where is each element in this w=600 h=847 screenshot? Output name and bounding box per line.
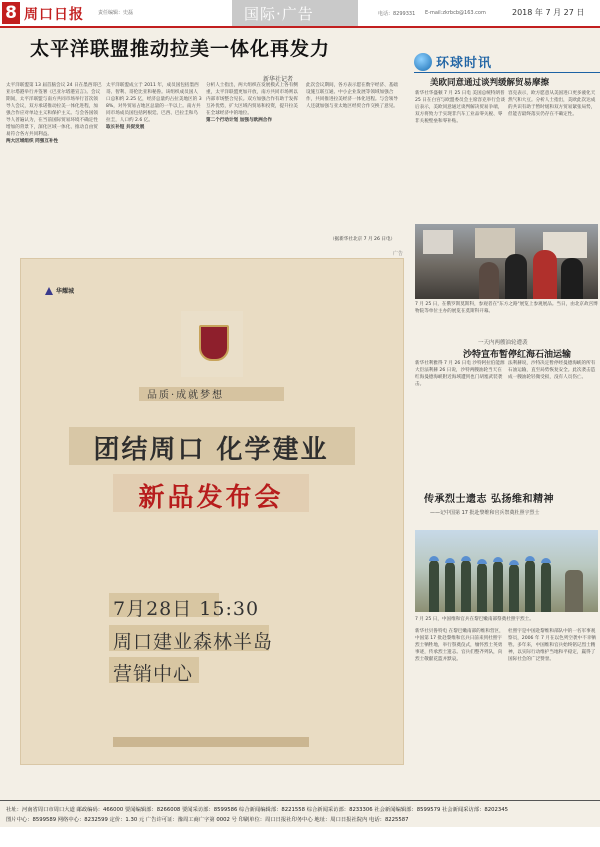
photo-soldier <box>541 562 551 612</box>
lead-subhead-2: 取长补短 共促发展 <box>106 125 145 130</box>
lead-credit: （据新华社北京 7 月 26 日电） <box>330 237 396 242</box>
issue-date: 2018 年 7 月 27 日 <box>512 8 585 17</box>
lead-subhead-3: 第二个行动计划 加强与欧洲合作 <box>206 118 272 123</box>
story2-kicker: 一天内两艘油轮遭袭 <box>478 340 528 346</box>
lead-byline: 新华社记者 <box>263 76 294 83</box>
email-line: E-mail:zkrbcb@163.com <box>425 10 486 16</box>
blue-helmet-icon <box>429 556 439 561</box>
page-bottom-margin <box>0 827 600 847</box>
blue-helmet-icon <box>509 560 519 565</box>
memorial-stone <box>565 570 583 612</box>
lead-column-3 <box>206 82 302 244</box>
story1-headline: 美欧同意通过谈判缓解贸易摩擦 <box>430 78 550 88</box>
photo-soldier <box>429 560 439 612</box>
photo-person <box>533 250 557 299</box>
ad-title: 新品发布会 <box>138 483 284 513</box>
photo2-caption: 7 月 25 日，中国维和官兵在黎巴嫩南部祭奠杜照宇烈士。 <box>415 617 534 622</box>
photo-soldier <box>493 561 503 612</box>
lead-col3-text: 分析人士指出，两大组织在发展模式上各有侧重，太平洋联盟更加开放，南方共同市场则以内部市场整合见长。双方加强合作有助于发挥互补优势，扩大区域内贸易和投资，提升拉美在全球经济中的地位。 <box>206 83 298 116</box>
photo-soldier <box>525 560 535 612</box>
photo-soldier <box>445 562 455 612</box>
photo-soldier <box>509 564 519 612</box>
ad-label: 广告 <box>393 251 404 257</box>
photo-person <box>479 262 499 299</box>
paper-name: 周口日报 <box>24 7 84 23</box>
story2-headline: 沙特宣布暂停红海石油运输 <box>463 350 572 360</box>
editor-line: 责任编辑：史磊 <box>98 10 134 16</box>
photo-soldier <box>461 560 471 612</box>
ad-logo <box>45 285 85 297</box>
blue-helmet-icon <box>461 556 471 561</box>
photo-soldier <box>477 563 487 612</box>
lead-col1-text: 太平洋联盟第 13 届首脑会议 24 日在墨西哥巴亚尔塔港举行并签署《巴亚尔塔港宣言》。会议期间，太平洋联盟与南方共同市场举行首次领导人会议，双方承诺推动拉美一体化进程，加强合作应对单边主义和保护主义。与会各国领导人普遍认为，在当前国际贸易环境不确定性增加的背景下，深化区域一体化、推动自由贸易符合各方共同利益。 <box>6 83 102 137</box>
lead-subhead-1: 两大区域组织 同强互补性 <box>6 139 59 144</box>
ad-logo-text: 华耀城 <box>56 288 75 295</box>
blue-helmet-icon <box>445 558 455 563</box>
story1-column-1: 新华社华盛顿 7 月 25 日电 美国总统特朗普 25 日在白宫与欧盟委员会主席容克举行会谈后表示，美欧同意通过谈判解决贸易争端，双方将致力于实现非汽车工业品零关税、零非关税壁垒和零补贴。 <box>415 91 505 124</box>
phone-line: 电话：8299331 <box>378 11 416 17</box>
section-name: 国际·广告 <box>244 5 314 23</box>
advertisement <box>20 258 404 765</box>
photo-frame <box>475 228 515 258</box>
photo-frame <box>423 230 453 254</box>
story3-column-1: 新华社贝鲁特电 在黎巴嫩南部的维和营区，中国第 17 批赴黎维和官兵日前来到杜照宇烈士牺牲地，举行祭奠仪式，缅怀烈士英勇事迹，传承烈士遗志。官兵们整齐列队，向烈士敬献花篮并默哀。 <box>415 629 504 662</box>
story2-column-1: 新华社利雅得 7 月 26 日电 沙特阿拉伯能源大臣法利赫 26 日说，沙特两艘油轮当天在红海曼德海峡附近海域遭到也门胡塞武装袭击。 <box>415 361 505 387</box>
lead-column-1 <box>6 82 102 244</box>
ad-motto: 品质·成就梦想 <box>147 390 225 401</box>
page-number: 8 <box>2 2 20 24</box>
photo-person <box>505 254 527 299</box>
footer-contact-line-2: 图片中心：8599589 网络中心：8232599 定价：1.30 元 广告许可证：豫周工商广字第 0002 号 印刷单位：周口日报社印务中心 地址：周口日报社院内 电话：8225587 <box>6 817 409 823</box>
lead-col4-text: 此次会议期间，各方表示愿在数字经济、基础设施互联互通、中小企业发展等领域加强合作，共同推进拉美经济一体化进程。与会领导人还就加强与亚太地区经贸合作交换了意见。 <box>306 83 398 109</box>
footer-contact-line-1: 社址：河南省周口市周口大道 邮政编码：466000 要闻编辑部：8266008 要闻采访部：8599586 综合新闻编辑部：8221558 综合新闻采访部：8233306 社会新闻编辑部：8599579 社会新闻采访部：8202345 <box>6 807 508 813</box>
footer-rule <box>0 800 600 801</box>
ad-slogan: 团结周口 化学建业 <box>93 435 329 465</box>
story1-column-2: 容克表示，欧方愿意从美国进口更多液化天然气和大豆。分析人士指出，美欧此次达成的共识有助于暂时缓和双方贸易紧张局势，但能否最终落实仍存在不确定性。 <box>508 91 596 117</box>
photo1-caption: 7 月 25 日，在俄罗斯莫斯科，参观者在"东方之路"展览上参观展品。当日，由北京故宫博物院等单位主办的展览在莫斯科开幕。 <box>415 302 598 314</box>
lead-column-4 <box>306 82 402 244</box>
ad-date: 7月28日 15:30 <box>113 598 260 620</box>
section-rule <box>414 72 600 73</box>
header-rule <box>0 26 600 28</box>
lead-headline: 太平洋联盟推动拉美一体化再发力 <box>30 38 331 60</box>
peacekeepers-photo <box>415 530 598 612</box>
blue-helmet-icon <box>525 556 535 561</box>
photo-person <box>561 258 583 299</box>
story2-column-2: 法利赫说，沙特决定暂停经曼德海峡的所有石油运输，直至局势恢复安全。此次袭击造成一艘油轮轻微受损，没有人员伤亡。 <box>508 361 596 380</box>
lead-column-2 <box>106 82 202 244</box>
story3-headline: 传承烈士遗志 弘扬维和精神 <box>424 494 554 505</box>
section-title-huanqiu: 环球时讯 <box>436 56 493 71</box>
story3-column-2: 杜照宇是中国赴黎维和部队中的一名军事观察员，2006 年 7 月在以色列空袭中不幸牺牲。多年来，中国维和官兵始终铭记烈士精神，以实际行动维护当地和平稳定，赢得了国际社会的广泛赞誉。 <box>508 629 596 662</box>
logo-mark-icon <box>45 287 53 295</box>
ad-bottom-strip <box>113 737 309 747</box>
lead-col2-text: 太平洋联盟成立于 2011 年，成员国包括墨西哥、智利、哥伦比亚和秘鲁。该组织成员国人口总和约 2.25 亿，经济总量约占拉美地区的 38%，对外贸易占地区总量的一半以上。南方共同市场成员国包括阿根廷、巴西、巴拉圭和乌拉圭，人口约 2.6 亿。 <box>106 83 202 123</box>
blue-helmet-icon <box>477 559 487 564</box>
blue-helmet-icon <box>541 558 551 563</box>
blue-helmet-icon <box>493 557 503 562</box>
shield-icon <box>199 325 229 361</box>
story3-subheadline: ——记中国第 17 批赴黎维和官兵祭奠杜照宇烈士 <box>430 510 540 516</box>
globe-icon <box>414 53 432 71</box>
ad-venue: 周口建业森林半岛 <box>113 631 274 653</box>
ad-emblem <box>181 311 243 377</box>
exhibition-photo <box>415 224 598 299</box>
ad-hall: 营销中心 <box>113 663 194 685</box>
